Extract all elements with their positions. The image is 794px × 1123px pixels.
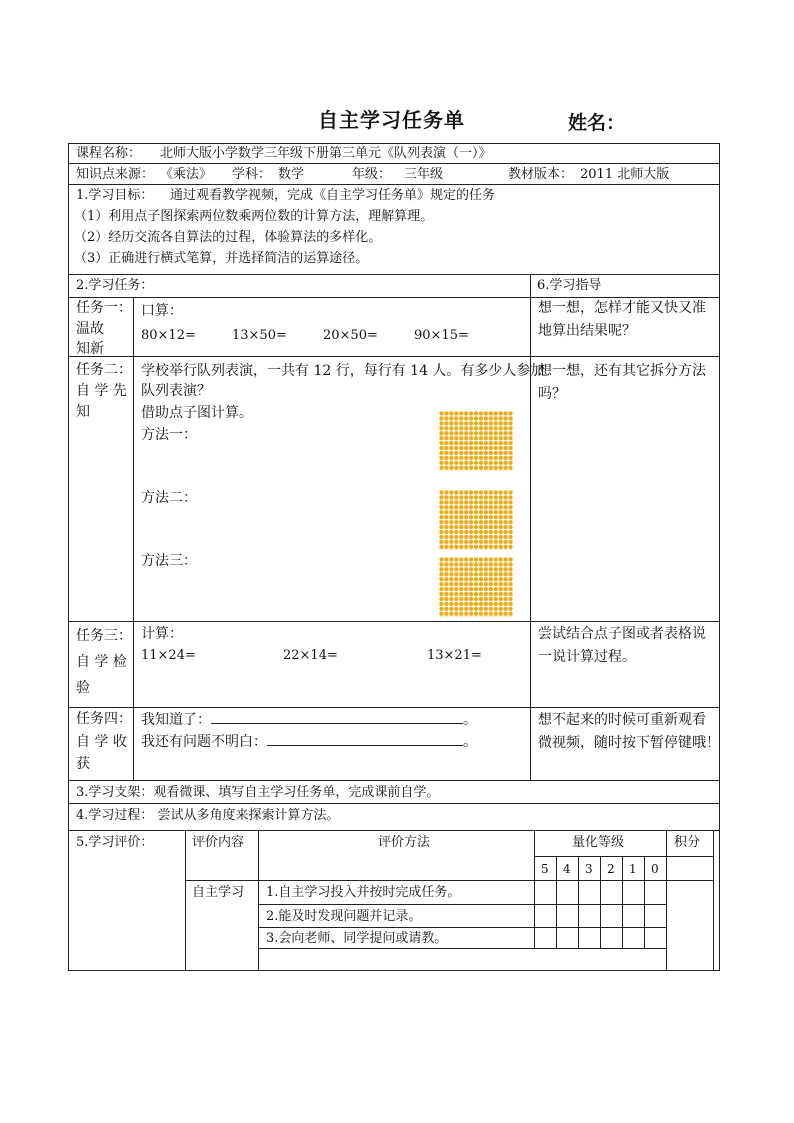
level-2: 2: [607, 862, 615, 876]
dot-array-image: [439, 411, 513, 471]
row-divider: [68, 163, 720, 164]
eval-col-method: 评价方法: [378, 835, 431, 850]
task2-label: 自 学 先: [76, 383, 127, 399]
edition-value: 2011 北师大版: [580, 167, 670, 182]
eval-column-divider: [534, 830, 535, 948]
task1-label: 任务一：: [76, 300, 132, 316]
row-divider: [68, 707, 720, 708]
goal-item: （3）正确进行横式笔算，并选择简洁的运算途径。: [74, 251, 369, 266]
level-column-divider: [578, 856, 579, 948]
eval-category: 自主学习: [192, 885, 245, 900]
task1-label: 温故: [76, 321, 104, 337]
row-divider: [68, 780, 720, 781]
task2-guide: 想一想，还有其它拆分方法: [538, 363, 706, 379]
task2-question: 队列表演？: [141, 383, 211, 399]
level-5: 5: [541, 862, 549, 876]
task2-guide: 吗？: [538, 386, 566, 402]
method-label: 方法二：: [141, 490, 197, 506]
eval-heading: 5.学习评价：: [76, 835, 154, 850]
subject-value: 数学: [278, 167, 305, 182]
task1-guide: 想一想，怎样才能又快又准: [538, 300, 706, 316]
method-label: 方法三：: [141, 553, 197, 569]
task4-question: [141, 733, 477, 752]
method-label: 方法一：: [141, 427, 197, 443]
dot-array-image: [439, 490, 513, 550]
grade-value: 三年级: [404, 167, 444, 182]
subject-label: 学科：: [232, 167, 272, 182]
task3-label: 任务三：: [76, 628, 132, 644]
support-row: 3.学习支架：观看微课、填写自主学习任务单，完成课前自学。: [76, 785, 440, 800]
task2-instruction: 借助点子图计算。: [141, 405, 253, 421]
task3-title: 计算：: [141, 626, 183, 642]
column-divider: [133, 297, 134, 780]
task3-guide: 尝试结合点子图或者表格说: [538, 626, 706, 642]
eval-col-level: 量化等级: [572, 835, 625, 850]
dot-array-image: [439, 557, 513, 617]
level-3: 3: [585, 862, 593, 876]
task3-guide: 一说计算过程。: [538, 649, 636, 665]
row-divider: [68, 803, 720, 804]
eval-row-rule: [258, 948, 666, 949]
task1-label: 知新: [76, 341, 104, 357]
eval-criterion: 1.自主学习投入并按时完成任务。: [266, 885, 461, 900]
calc-problem: 22×14=: [283, 648, 338, 663]
task4-label: 自 学 收: [76, 734, 127, 750]
eval-column-divider: [713, 830, 714, 970]
row-divider: [68, 830, 720, 831]
column-divider: [530, 274, 531, 780]
eval-column-divider: [258, 830, 259, 970]
oral-problem: 20×50=: [323, 328, 378, 343]
tasks-heading: 2.学习任务：: [76, 278, 154, 293]
eval-column-divider: [185, 830, 186, 970]
eval-row-rule: [258, 904, 666, 905]
level-1: 1: [629, 862, 637, 876]
task2-question: 学校举行队列表演，一共有 12 行，每行有 14 人。有多少人参加: [141, 363, 545, 379]
source-value: 《乘法》: [160, 167, 213, 182]
calc-problem: 13×21=: [427, 648, 482, 663]
eval-criterion: 3.会向老师、同学提问或请教。: [266, 931, 448, 946]
task3-label: 自 学 检: [76, 654, 127, 670]
question-label: 我还有问题不明白：: [141, 734, 267, 750]
eval-column-divider: [666, 830, 667, 970]
task1-title: 口算：: [141, 303, 183, 319]
task4-know: [141, 711, 477, 730]
process-row: 4.学习过程： 尝试从多角度来探索计算方法。: [76, 808, 340, 823]
task4-label: 获: [76, 756, 90, 772]
source-label: 知识点来源：: [76, 167, 155, 182]
grade-label: 年级：: [352, 167, 392, 182]
course-label: 课程名称：: [76, 146, 142, 161]
level-column-divider: [644, 856, 645, 948]
task4-label: 任务四：: [76, 711, 132, 727]
oral-problem: 80×12=: [141, 328, 196, 343]
row-divider: [68, 274, 720, 275]
row-divider: [68, 184, 720, 185]
task4-guide: 想不起来的时候可重新观看: [538, 712, 706, 728]
end-mark: 。: [463, 712, 477, 728]
oral-problem: 90×15=: [414, 328, 469, 343]
course-value: 北师大版小学数学三年级下册第三单元《队列表演（一）》: [160, 146, 492, 161]
level-column-divider: [622, 856, 623, 948]
page-title: 自主学习任务单: [318, 108, 465, 132]
level-header-rule: [534, 856, 713, 857]
level-column-divider: [556, 856, 557, 948]
eval-criterion: 2.能及时发现问题并记录。: [266, 909, 422, 924]
task2-label: 任务二：: [76, 362, 132, 378]
goal-item: （2）经历交流各自算法的过程，体验算法的多样化。: [74, 230, 382, 245]
name-label: 姓名：: [568, 112, 626, 134]
level-column-divider: [600, 856, 601, 948]
eval-col-content: 评价内容: [192, 835, 245, 850]
eval-row-rule: [185, 880, 713, 881]
goal-item: （1）利用点子图探索两位数乘两位数的计算方法，理解算理。: [74, 209, 434, 224]
level-4: 4: [563, 862, 571, 876]
oral-problem: 13×50=: [232, 328, 287, 343]
eval-row-rule: [258, 927, 666, 928]
eval-col-score: 积分: [674, 835, 701, 850]
row-divider: [68, 621, 720, 622]
goals-heading: 1.学习目标：: [76, 188, 154, 203]
guide-heading: 6.学习指导: [537, 278, 602, 293]
task3-label: 验: [76, 680, 90, 696]
row-divider: [68, 356, 720, 357]
goals-intro: 通过观看教学视频，完成《自主学习任务单》规定的任务: [170, 188, 496, 203]
task2-label: 知: [76, 404, 90, 420]
level-0: 0: [651, 862, 659, 876]
task4-guide: 微视频，随时按下暂停键哦！: [538, 735, 720, 751]
know-answer-line[interactable]: [211, 711, 463, 724]
task1-guide: 地算出结果呢？: [538, 323, 636, 339]
end-mark: 。: [463, 734, 477, 750]
edition-label: 教材版本：: [508, 167, 574, 182]
calc-problem: 11×24=: [141, 648, 196, 663]
question-answer-line[interactable]: [267, 733, 463, 746]
know-label: 我知道了：: [141, 712, 211, 728]
